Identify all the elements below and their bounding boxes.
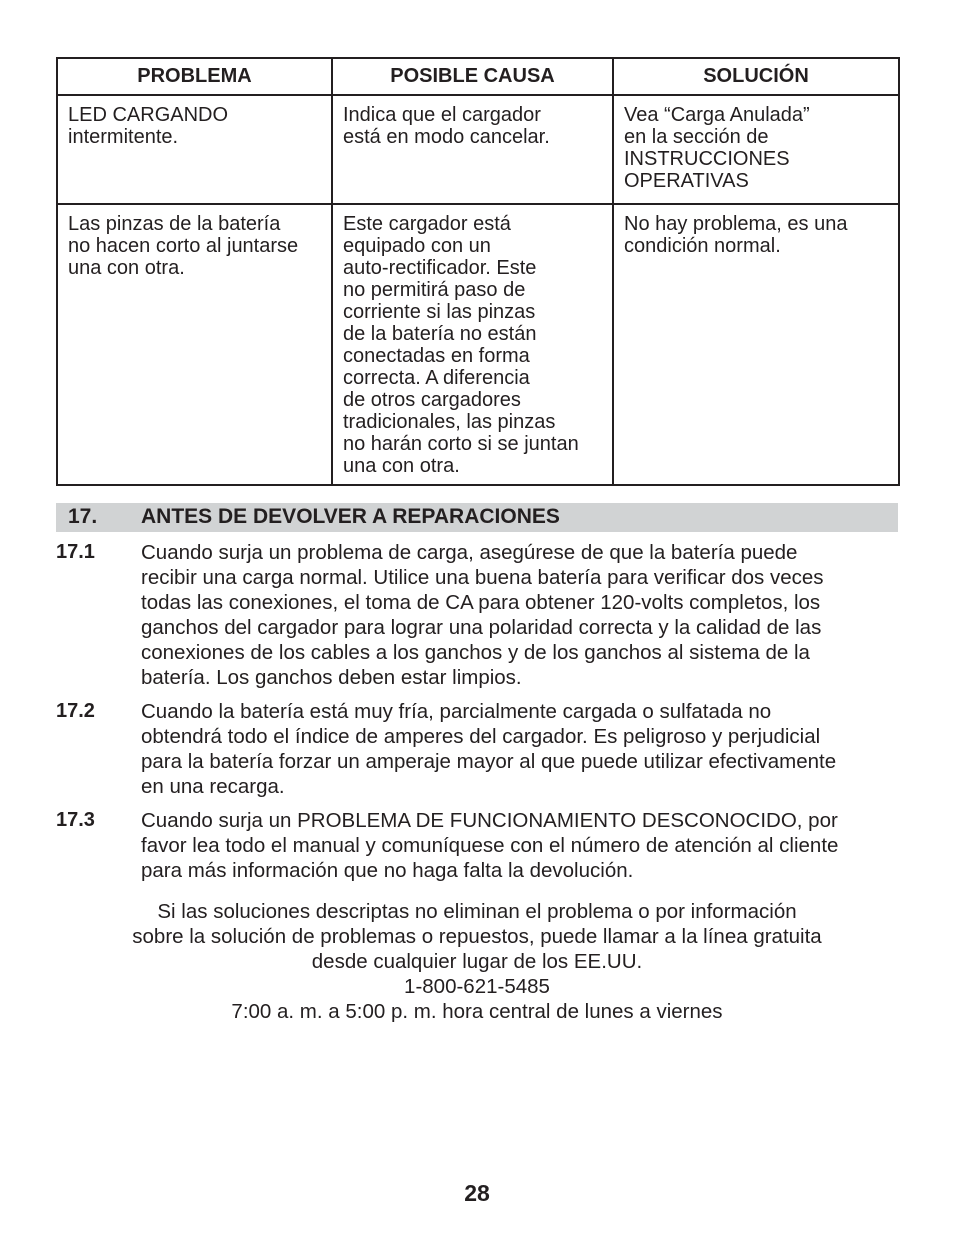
item-line: Cuando la batería está muy fría, parcialmente cargada o sulfatada no	[141, 700, 772, 723]
troubleshooting-table	[56, 57, 900, 486]
item-line: Cuando surja un problema de carga, asegúrese de que la batería puede	[141, 541, 798, 564]
cell-line: no permitirá paso de	[343, 279, 526, 301]
contact-line: Si las soluciones descriptas no eliminan el problema o por información	[157, 900, 797, 923]
page-number: 28	[464, 1180, 490, 1206]
cell-line: conectadas en forma	[343, 345, 530, 367]
cell-solucion	[613, 204, 899, 485]
cell-problema	[57, 204, 332, 485]
cell-line: equipado con un	[343, 235, 491, 257]
cell-line: no hacen corto al juntarse	[68, 235, 299, 257]
item-text	[141, 808, 898, 883]
cell-line: Indica que el cargador	[343, 104, 541, 126]
item-line: favor lea todo el manual y comuníquese con el número de atención al cliente	[141, 834, 839, 857]
contact-info	[0, 899, 954, 1024]
item-number: 17.1	[56, 541, 95, 563]
item-line: para más información que no haga falta la devolución.	[141, 859, 634, 882]
item-line: conexiones de los cables a los ganchos y de los ganchos al sistema de la	[141, 641, 810, 664]
item-line: recibir una carga normal. Utilice una buena batería para verificar dos veces	[141, 566, 824, 589]
contact-line: sobre la solución de problemas o repuestos, puede llamar a la línea gratuita	[132, 925, 822, 948]
cell-line: correcta. A diferencia	[343, 367, 530, 389]
cell-line: OPERATIVAS	[624, 170, 749, 192]
section-title: ANTES DE DEVOLVER A REPARACIONES	[141, 505, 560, 528]
item-line: todas las conexiones, el toma de CA para obtener 120-volts completos, los	[141, 591, 821, 614]
item-line: en una recarga.	[141, 775, 285, 798]
cell-line: una con otra.	[343, 455, 460, 477]
cell-line: No hay problema, es una	[624, 213, 848, 235]
service-hours: 7:00 a. m. a 5:00 p. m. hora central de lunes a viernes	[231, 1000, 723, 1023]
cell-line: Las pinzas de la batería	[68, 213, 281, 235]
cell-line: intermitente.	[68, 126, 179, 148]
cell-line: una con otra.	[68, 257, 185, 279]
cell-line: de otros cargadores	[343, 389, 521, 411]
header-problema: PROBLEMA	[57, 58, 332, 95]
item-line: ganchos del cargador para lograr una polaridad correcta y la calidad de las	[141, 616, 822, 639]
header-solucion: SOLUCIÓN	[613, 58, 899, 95]
table-header-row	[57, 58, 899, 95]
cell-line: INSTRUCCIONES	[624, 148, 790, 170]
cell-line: está en modo cancelar.	[343, 126, 550, 148]
item-line: Cuando surja un PROBLEMA DE FUNCIONAMIENTO DESCONOCIDO, por	[141, 809, 838, 832]
cell-line: auto-rectificador. Este	[343, 257, 537, 279]
cell-line: corriente si las pinzas	[343, 301, 536, 323]
cell-line: de la batería no están	[343, 323, 537, 345]
cell-causa	[332, 95, 613, 204]
cell-line: no harán corto si se juntan	[343, 433, 579, 455]
item-number: 17.2	[56, 700, 95, 722]
item-line: para la batería forzar un amperaje mayor al que puede utilizar efectivamente	[141, 750, 837, 773]
item-text	[141, 540, 898, 690]
cell-problema	[57, 95, 332, 204]
cell-line: LED CARGANDO	[68, 104, 229, 126]
cell-line: Vea “Carga Anulada”	[624, 104, 810, 126]
section-heading	[56, 503, 898, 532]
item-number: 17.3	[56, 809, 95, 831]
item-line: batería. Los ganchos deben estar limpios.	[141, 666, 522, 689]
phone-number: 1-800-621-5485	[404, 975, 550, 998]
contact-line: desde cualquier lugar de los EE.UU.	[311, 950, 643, 973]
table-row	[57, 204, 899, 485]
cell-line: en la sección de	[624, 126, 769, 148]
header-posible-causa: POSIBLE CAUSA	[332, 58, 613, 95]
cell-line: Este cargador está	[343, 213, 511, 235]
table-row	[57, 95, 899, 204]
cell-causa	[332, 204, 613, 485]
item-line: obtendrá todo el índice de amperes del cargador. Es peligroso y perjudicial	[141, 725, 821, 748]
cell-line: condición normal.	[624, 235, 781, 257]
section-number: 17.	[68, 505, 98, 528]
cell-solucion	[613, 95, 899, 204]
cell-line: tradicionales, las pinzas	[343, 411, 556, 433]
item-text	[141, 699, 898, 799]
